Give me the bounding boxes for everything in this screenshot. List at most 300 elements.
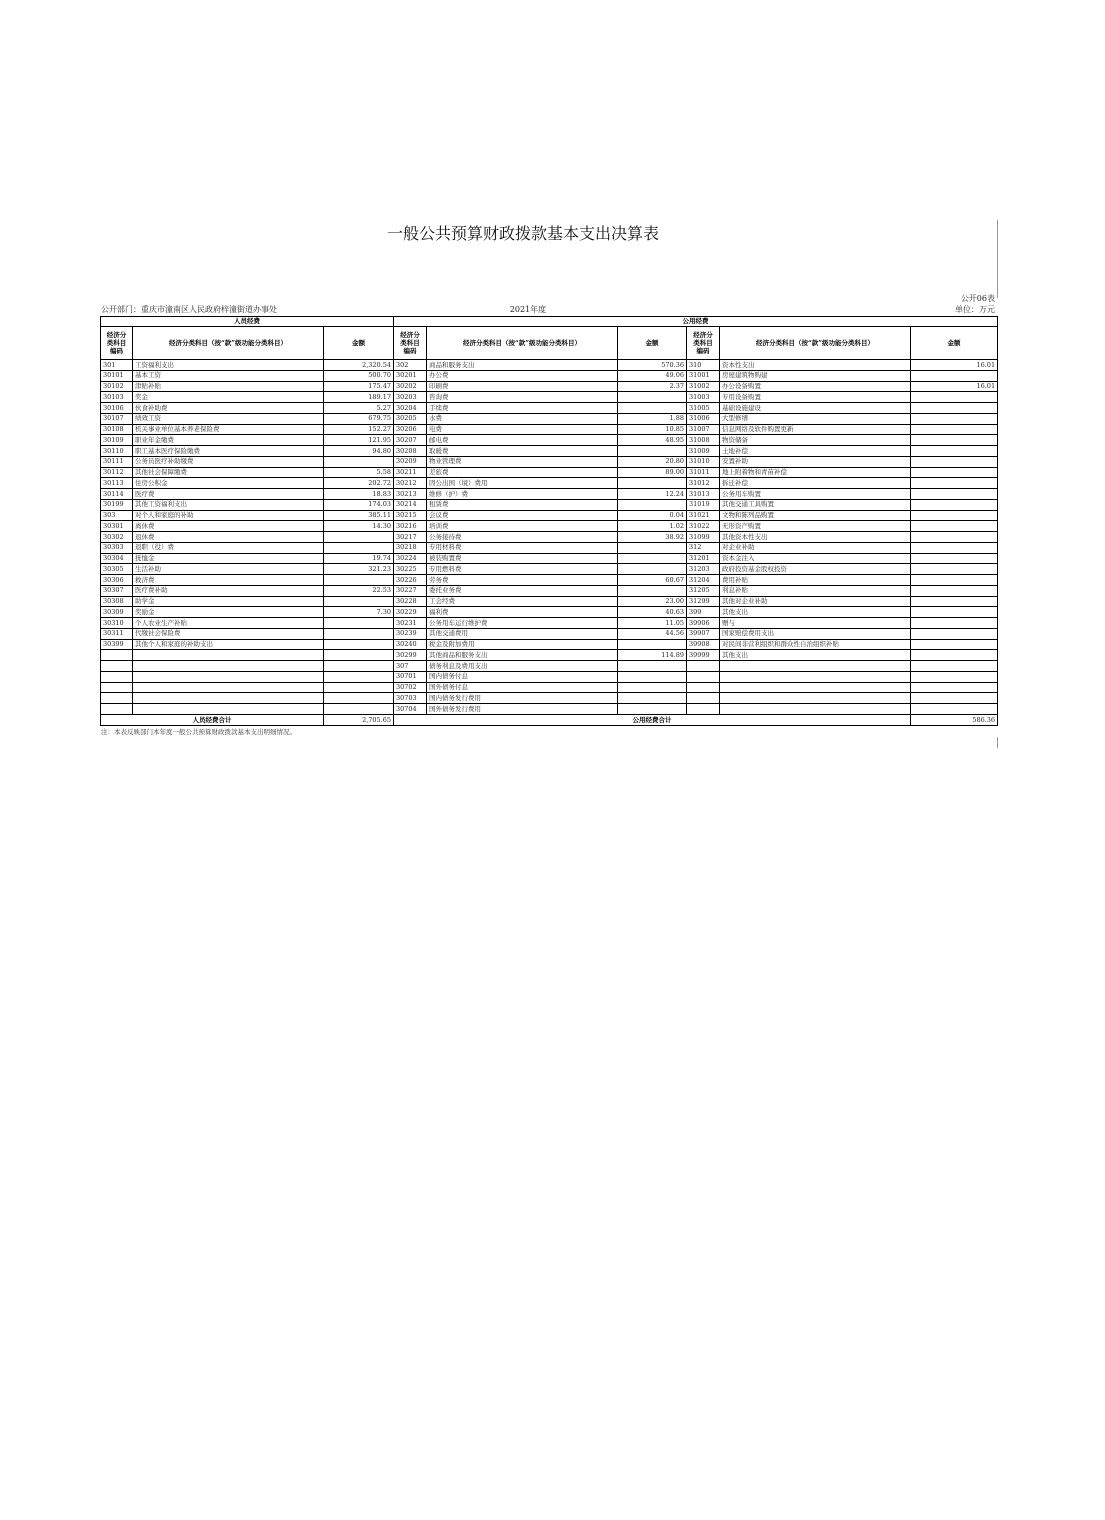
table-header xyxy=(101,317,998,360)
fiscal-year: 2021年度 xyxy=(509,305,547,314)
table-row xyxy=(101,575,998,586)
public-left-amount-cell: 12.24 xyxy=(618,489,687,500)
public-right-name-cell: 资本性支出 xyxy=(720,360,911,371)
personnel-name-cell xyxy=(133,704,324,715)
public-left-name-cell: 商品和服务支出 xyxy=(427,360,618,371)
public-left-name-cell: 国内债务发行费用 xyxy=(427,693,618,704)
personnel-amount-cell: 189.17 xyxy=(324,392,394,403)
personnel-code-cell: 30111 xyxy=(101,456,133,467)
public-right-name-cell: 土地补偿 xyxy=(720,446,911,457)
public-left-name-cell: 维修（护）费 xyxy=(427,489,618,500)
public-left-amount-cell: 1.88 xyxy=(618,413,687,424)
public-left-code-cell: 30211 xyxy=(394,467,427,478)
public-right-amount-cell xyxy=(911,370,998,381)
total-row xyxy=(101,714,998,725)
code-header-text: 经济分类科目编码 xyxy=(693,331,713,355)
public-right-amount-cell: 16.01 xyxy=(911,381,998,392)
public-right-name-cell: 拆迁补偿 xyxy=(720,478,911,489)
table-row xyxy=(101,521,998,532)
public-right-amount-cell xyxy=(911,532,998,543)
personnel-code-cell: 30102 xyxy=(101,381,133,392)
public-right-name-cell: 大型修缮 xyxy=(720,413,911,424)
public-left-code-cell: 30704 xyxy=(394,704,427,715)
public-left-code-cell: 30231 xyxy=(394,618,427,629)
public-right-amount-cell xyxy=(911,467,998,478)
personnel-name-cell: 医疗费补助 xyxy=(133,585,324,596)
public-left-amount-cell: 20.80 xyxy=(618,456,687,467)
public-left-name-cell: 会议费 xyxy=(427,510,618,521)
personnel-amount-cell: 202.72 xyxy=(324,478,394,489)
table-row xyxy=(101,370,998,381)
table-row xyxy=(101,671,998,682)
personnel-name-cell: 退休费 xyxy=(133,532,324,543)
personnel-code-cell: 30109 xyxy=(101,435,133,446)
public-right-name-cell: 信息网络及软件购置更新 xyxy=(720,424,911,435)
table-row xyxy=(101,596,998,607)
personnel-name-cell xyxy=(133,693,324,704)
personnel-total-label: 人员经费合计 xyxy=(101,714,324,725)
table-row xyxy=(101,650,998,661)
public-left-amount-cell xyxy=(618,585,687,596)
code-header-text: 经济分类科目编码 xyxy=(400,331,420,355)
public-left-amount-cell: 89.00 xyxy=(618,467,687,478)
public-right-code-cell: 31204 xyxy=(687,575,720,586)
personnel-code-cell xyxy=(101,671,133,682)
table-row xyxy=(101,456,998,467)
public-left-code-cell: 30214 xyxy=(394,499,427,510)
table-row xyxy=(101,661,998,672)
personnel-code-cell xyxy=(101,704,133,715)
public-left-code-cell: 30217 xyxy=(394,532,427,543)
public-total-amount: 586.36 xyxy=(911,714,998,725)
public-right-code-cell: 31008 xyxy=(687,435,720,446)
personnel-name-header: 经济分类科目（按“款”级功能分类科目） xyxy=(133,327,324,360)
personnel-amount-cell xyxy=(324,596,394,607)
public-left-code-cell: 302 xyxy=(394,360,427,371)
public-right-amount-cell xyxy=(911,435,998,446)
table-row xyxy=(101,446,998,457)
personnel-code-cell xyxy=(101,693,133,704)
public-right-amount-cell xyxy=(911,446,998,457)
public-right-amount-cell xyxy=(911,682,998,693)
personnel-amount-cell: 174.03 xyxy=(324,499,394,510)
public-right-code-cell: 31012 xyxy=(687,478,720,489)
public-right-name-header: 经济分类科目（按“款”级功能分类科目） xyxy=(720,327,911,360)
personnel-name-cell: 离休费 xyxy=(133,521,324,532)
public-left-name-cell: 公务用车运行维护费 xyxy=(427,618,618,629)
public-left-code-cell: 30208 xyxy=(394,446,427,457)
public-right-name-cell: 办公设备购置 xyxy=(720,381,911,392)
personnel-amount-cell: 5.27 xyxy=(324,403,394,414)
public-left-code-cell: 30206 xyxy=(394,424,427,435)
budget-table xyxy=(100,316,998,726)
table-row xyxy=(101,704,998,715)
personnel-code-cell: 30302 xyxy=(101,532,133,543)
public-left-code-cell: 30227 xyxy=(394,585,427,596)
public-left-amount-cell xyxy=(618,639,687,650)
table-total xyxy=(101,714,998,725)
personnel-code-cell: 30101 xyxy=(101,370,133,381)
public-right-code-cell: 310 xyxy=(687,360,720,371)
public-left-code-cell: 307 xyxy=(394,661,427,672)
personnel-amount-cell xyxy=(324,542,394,553)
public-right-name-cell: 基础设施建设 xyxy=(720,403,911,414)
public-left-amount-cell: 38.92 xyxy=(618,532,687,543)
public-total-label: 公用经费合计 xyxy=(394,714,911,725)
public-left-name-cell: 其他交通费用 xyxy=(427,628,618,639)
public-left-name-cell: 印刷费 xyxy=(427,381,618,392)
personnel-amount-header: 金额 xyxy=(324,327,394,360)
personnel-amount-cell: 22.53 xyxy=(324,585,394,596)
table-row xyxy=(101,553,998,564)
public-right-code-cell: 39908 xyxy=(687,639,720,650)
department-label: 公开部门：重庆市潼南区人民政府梓潼街道办事处 xyxy=(101,305,277,314)
table-row xyxy=(101,564,998,575)
public-right-name-cell: 对企业补助 xyxy=(720,542,911,553)
table-row xyxy=(101,628,998,639)
public-right-code-cell: 31205 xyxy=(687,585,720,596)
public-right-name-cell: 费用补贴 xyxy=(720,575,911,586)
personnel-amount-cell xyxy=(324,682,394,693)
public-right-code-cell: 31009 xyxy=(687,446,720,457)
personnel-amount-cell: 321.23 xyxy=(324,564,394,575)
personnel-code-cell: 30113 xyxy=(101,478,133,489)
public-right-amount-cell xyxy=(911,671,998,682)
personnel-amount-cell: 175.47 xyxy=(324,381,394,392)
personnel-amount-cell xyxy=(324,618,394,629)
public-right-code-cell xyxy=(687,682,720,693)
personnel-name-cell xyxy=(133,650,324,661)
personnel-name-cell: 伙食补助费 xyxy=(133,403,324,414)
public-left-name-cell: 培训费 xyxy=(427,521,618,532)
public-left-amount-cell: 40.63 xyxy=(618,607,687,618)
personnel-code-cell: 30307 xyxy=(101,585,133,596)
public-right-amount-cell xyxy=(911,478,998,489)
public-left-code-cell: 30207 xyxy=(394,435,427,446)
public-right-name-cell: 专用设备购置 xyxy=(720,392,911,403)
public-left-name-cell: 工会经费 xyxy=(427,596,618,607)
public-right-amount-cell xyxy=(911,489,998,500)
personnel-name-cell: 医疗费 xyxy=(133,489,324,500)
personnel-amount-cell xyxy=(324,639,394,650)
personnel-amount-cell: 94.80 xyxy=(324,446,394,457)
public-left-amount-cell: 1.02 xyxy=(618,521,687,532)
public-right-code-cell: 31299 xyxy=(687,596,720,607)
personnel-amount-cell: 500.70 xyxy=(324,370,394,381)
table-row xyxy=(101,467,998,478)
public-right-name-cell: 其他交通工具购置 xyxy=(720,499,911,510)
public-right-amount-cell xyxy=(911,661,998,672)
personnel-code-cell: 30103 xyxy=(101,392,133,403)
personnel-code-cell: 30308 xyxy=(101,596,133,607)
public-left-name-cell: 差旅费 xyxy=(427,467,618,478)
personnel-code-header xyxy=(101,327,133,360)
personnel-code-cell: 30107 xyxy=(101,413,133,424)
table-row xyxy=(101,585,998,596)
public-right-code-cell: 312 xyxy=(687,542,720,553)
public-right-amount-cell xyxy=(911,392,998,403)
public-left-code-cell: 30702 xyxy=(394,682,427,693)
form-number: 公开06表 xyxy=(960,294,995,303)
public-left-name-cell: 税金及附加费用 xyxy=(427,639,618,650)
public-right-name-cell: 房屋建筑物购建 xyxy=(720,370,911,381)
personnel-code-cell: 30303 xyxy=(101,542,133,553)
public-left-code-cell: 30204 xyxy=(394,403,427,414)
personnel-amount-cell xyxy=(324,575,394,586)
personnel-code-cell: 30301 xyxy=(101,521,133,532)
personnel-name-cell xyxy=(133,671,324,682)
personnel-amount-cell xyxy=(324,650,394,661)
public-right-code-cell xyxy=(687,661,720,672)
public-left-name-cell: 电费 xyxy=(427,424,618,435)
personnel-code-cell: 30106 xyxy=(101,403,133,414)
personnel-amount-cell: 2,320.54 xyxy=(324,360,394,371)
personnel-amount-cell: 121.95 xyxy=(324,435,394,446)
personnel-total-amount: 2,705.65 xyxy=(324,714,394,725)
table-row xyxy=(101,499,998,510)
personnel-code-cell: 30112 xyxy=(101,467,133,478)
public-left-code-cell: 30201 xyxy=(394,370,427,381)
public-right-name-cell xyxy=(720,704,911,715)
public-right-code-cell: 31011 xyxy=(687,467,720,478)
personnel-amount-cell xyxy=(324,456,394,467)
personnel-name-cell: 抚恤金 xyxy=(133,553,324,564)
personnel-code-cell: 30306 xyxy=(101,575,133,586)
public-right-amount-header: 金额 xyxy=(911,327,998,360)
public-right-name-cell: 资本金注入 xyxy=(720,553,911,564)
public-right-name-cell: 无形资产购置 xyxy=(720,521,911,532)
public-left-name-cell: 被装购置费 xyxy=(427,553,618,564)
public-left-code-cell: 30299 xyxy=(394,650,427,661)
personnel-amount-cell: 19.74 xyxy=(324,553,394,564)
personnel-amount-cell: 385.11 xyxy=(324,510,394,521)
personnel-amount-cell xyxy=(324,532,394,543)
public-left-name-cell: 租赁费 xyxy=(427,499,618,510)
public-right-code-header xyxy=(687,327,720,360)
public-right-code-cell: 31201 xyxy=(687,553,720,564)
public-group-header: 公用经费 xyxy=(394,317,998,327)
public-left-code-cell: 30203 xyxy=(394,392,427,403)
public-left-amount-cell xyxy=(618,693,687,704)
public-left-amount-cell: 114.89 xyxy=(618,650,687,661)
table-row xyxy=(101,360,998,371)
public-left-name-cell: 劳务费 xyxy=(427,575,618,586)
public-left-code-cell: 30225 xyxy=(394,564,427,575)
public-right-code-cell: 31013 xyxy=(687,489,720,500)
public-left-amount-cell xyxy=(618,661,687,672)
public-left-name-cell: 取暖费 xyxy=(427,446,618,457)
public-left-name-cell: 邮电费 xyxy=(427,435,618,446)
table-row xyxy=(101,607,998,618)
public-left-amount-cell xyxy=(618,553,687,564)
personnel-name-cell: 绩效工资 xyxy=(133,413,324,424)
personnel-code-cell xyxy=(101,661,133,672)
public-left-name-cell: 咨询费 xyxy=(427,392,618,403)
personnel-name-cell: 个人农业生产补贴 xyxy=(133,618,324,629)
public-left-amount-cell xyxy=(618,542,687,553)
public-left-amount-cell xyxy=(618,478,687,489)
public-right-name-cell xyxy=(720,693,911,704)
public-right-code-cell: 31019 xyxy=(687,499,720,510)
public-left-code-cell: 30216 xyxy=(394,521,427,532)
public-right-amount-cell xyxy=(911,564,998,575)
public-right-name-cell: 利息补贴 xyxy=(720,585,911,596)
public-right-code-cell: 31003 xyxy=(687,392,720,403)
personnel-code-cell: 30110 xyxy=(101,446,133,457)
personnel-name-cell: 代缴社会保险费 xyxy=(133,628,324,639)
public-right-amount-cell xyxy=(911,585,998,596)
public-right-code-cell: 31021 xyxy=(687,510,720,521)
personnel-name-cell: 奖励金 xyxy=(133,607,324,618)
public-left-amount-cell xyxy=(618,671,687,682)
public-right-amount-cell xyxy=(911,607,998,618)
table-row xyxy=(101,403,998,414)
personnel-amount-cell xyxy=(324,704,394,715)
public-right-name-cell: 物资储备 xyxy=(720,435,911,446)
public-right-code-cell: 31006 xyxy=(687,413,720,424)
public-right-code-cell: 31022 xyxy=(687,521,720,532)
personnel-code-cell: 30399 xyxy=(101,639,133,650)
personnel-code-cell: 30309 xyxy=(101,607,133,618)
public-right-code-cell: 31099 xyxy=(687,532,720,543)
public-right-name-cell: 其他支出 xyxy=(720,607,911,618)
public-right-amount-cell: 16.01 xyxy=(911,360,998,371)
public-right-amount-cell xyxy=(911,456,998,467)
code-header-text: 经济分类科目编码 xyxy=(106,331,127,355)
public-left-name-cell: 专用材料费 xyxy=(427,542,618,553)
table-row xyxy=(101,489,998,500)
public-right-code-cell: 31007 xyxy=(687,424,720,435)
public-left-amount-cell: 48.95 xyxy=(618,435,687,446)
public-right-amount-cell xyxy=(911,553,998,564)
public-right-name-cell: 地上附着物和青苗补偿 xyxy=(720,467,911,478)
personnel-amount-cell: 679.75 xyxy=(324,413,394,424)
personnel-name-cell: 助学金 xyxy=(133,596,324,607)
personnel-code-cell: 30114 xyxy=(101,489,133,500)
public-left-name-cell: 专用燃料费 xyxy=(427,564,618,575)
public-right-code-cell: 39999 xyxy=(687,650,720,661)
public-right-code-cell: 39906 xyxy=(687,618,720,629)
public-left-code-cell: 30209 xyxy=(394,456,427,467)
group-header-row xyxy=(101,317,998,327)
public-right-name-cell: 其他对企业补助 xyxy=(720,596,911,607)
personnel-name-cell: 工资福利支出 xyxy=(133,360,324,371)
public-left-amount-cell xyxy=(618,446,687,457)
personnel-name-cell: 奖金 xyxy=(133,392,324,403)
personnel-code-cell: 301 xyxy=(101,360,133,371)
public-right-amount-cell xyxy=(911,693,998,704)
public-left-amount-cell: 23.00 xyxy=(618,596,687,607)
public-right-code-cell: 31005 xyxy=(687,403,720,414)
public-left-code-cell: 30213 xyxy=(394,489,427,500)
public-left-name-cell: 物业管理费 xyxy=(427,456,618,467)
personnel-code-cell: 30305 xyxy=(101,564,133,575)
public-right-amount-cell xyxy=(911,424,998,435)
public-right-amount-cell xyxy=(911,542,998,553)
table-row xyxy=(101,618,998,629)
public-right-name-cell: 赠与 xyxy=(720,618,911,629)
public-left-amount-header: 金额 xyxy=(618,327,687,360)
personnel-code-cell: 30108 xyxy=(101,424,133,435)
public-left-code-cell: 30218 xyxy=(394,542,427,553)
public-left-amount-cell xyxy=(618,564,687,575)
public-right-code-cell xyxy=(687,693,720,704)
public-left-code-cell: 30228 xyxy=(394,596,427,607)
public-left-name-cell: 水费 xyxy=(427,413,618,424)
table-row xyxy=(101,532,998,543)
personnel-code-cell xyxy=(101,650,133,661)
table-row xyxy=(101,693,998,704)
personnel-name-cell: 津贴补贴 xyxy=(133,381,324,392)
personnel-amount-cell: 5.58 xyxy=(324,467,394,478)
personnel-amount-cell xyxy=(324,661,394,672)
personnel-name-cell: 职工基本医疗保险缴费 xyxy=(133,446,324,457)
public-left-name-header: 经济分类科目（按“款”级功能分类科目） xyxy=(427,327,618,360)
table-row xyxy=(101,381,998,392)
public-left-amount-cell: 49.06 xyxy=(618,370,687,381)
public-left-name-cell: 公务接待费 xyxy=(427,532,618,543)
public-right-amount-cell xyxy=(911,510,998,521)
public-left-name-cell: 国内债务付息 xyxy=(427,671,618,682)
public-left-name-cell: 其他商品和服务支出 xyxy=(427,650,618,661)
public-left-amount-cell: 60.67 xyxy=(618,575,687,586)
public-left-name-cell: 手续费 xyxy=(427,403,618,414)
public-right-amount-cell xyxy=(911,413,998,424)
personnel-amount-cell: 152.27 xyxy=(324,424,394,435)
public-right-amount-cell xyxy=(911,403,998,414)
public-left-code-header xyxy=(394,327,427,360)
personnel-code-cell: 30311 xyxy=(101,628,133,639)
public-right-name-cell: 公务用车购置 xyxy=(720,489,911,500)
personnel-code-cell: 30310 xyxy=(101,618,133,629)
table-row xyxy=(101,478,998,489)
public-right-amount-cell xyxy=(911,704,998,715)
personnel-code-cell: 30304 xyxy=(101,553,133,564)
personnel-amount-cell: 14.30 xyxy=(324,521,394,532)
public-right-name-cell: 政府投资基金股权投资 xyxy=(720,564,911,575)
public-right-code-cell: 31001 xyxy=(687,370,720,381)
public-right-code-cell xyxy=(687,704,720,715)
personnel-name-cell xyxy=(133,661,324,672)
personnel-name-cell: 基本工资 xyxy=(133,370,324,381)
public-left-name-cell: 国外债务发行费用 xyxy=(427,704,618,715)
public-left-amount-cell: 44.56 xyxy=(618,628,687,639)
public-left-name-cell: 福利费 xyxy=(427,607,618,618)
public-right-name-cell xyxy=(720,671,911,682)
public-right-amount-cell xyxy=(911,521,998,532)
public-right-code-cell xyxy=(687,671,720,682)
public-right-name-cell: 国家赔偿费用支出 xyxy=(720,628,911,639)
personnel-amount-cell xyxy=(324,693,394,704)
public-right-amount-cell xyxy=(911,499,998,510)
public-right-amount-cell xyxy=(911,596,998,607)
personnel-name-cell: 住房公积金 xyxy=(133,478,324,489)
public-left-amount-cell: 10.85 xyxy=(618,424,687,435)
public-right-name-cell: 其他资本性支出 xyxy=(720,532,911,543)
public-left-name-cell: 办公费 xyxy=(427,370,618,381)
public-right-name-cell: 其他支出 xyxy=(720,650,911,661)
public-left-amount-cell xyxy=(618,499,687,510)
public-left-code-cell: 30229 xyxy=(394,607,427,618)
document-title: 一般公共预算财政拨款基本支出决算表 xyxy=(386,224,659,243)
personnel-name-cell: 生活补助 xyxy=(133,564,324,575)
table-row xyxy=(101,424,998,435)
table-row xyxy=(101,435,998,446)
public-right-code-cell: 31203 xyxy=(687,564,720,575)
personnel-name-cell: 公务员医疗补助缴费 xyxy=(133,456,324,467)
public-right-code-cell: 39907 xyxy=(687,628,720,639)
public-right-amount-cell xyxy=(911,575,998,586)
